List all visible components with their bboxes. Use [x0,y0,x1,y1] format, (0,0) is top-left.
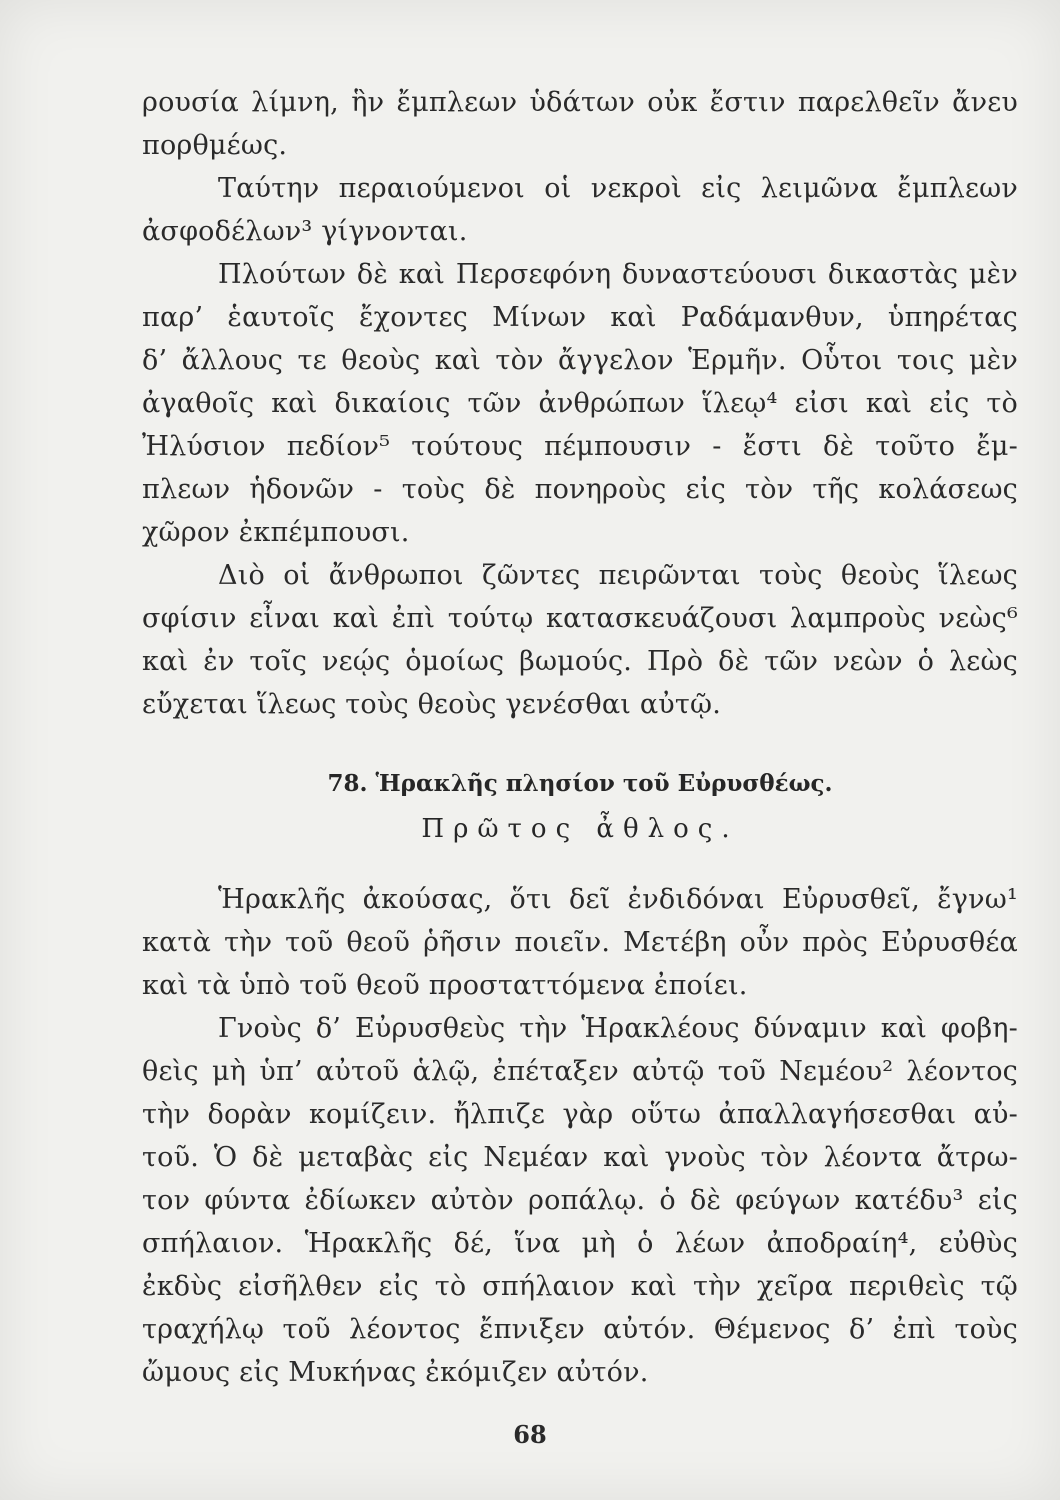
text-line: ἐκδὺς εἰσῆλθεν εἰς τὸ σπήλαιον καὶ τὴν χεῖρα περιθεὶς τῷ [142,1271,1018,1302]
text-line: παρ’ ἑαυτοῖς ἔχοντες Μίνων καὶ Ραδάμανθυν, ὑπηρέτας [142,302,1018,333]
text-block-upper [142,86,1018,722]
page-number: 68 [513,1420,547,1449]
text-line: τον φύντα ἐδίωκεν αὐτὸν ροπάλῳ. ὁ δὲ φεύγων κατέδυ³ εἰς [142,1185,1018,1216]
text-line: χῶρον ἐκπέμπουσι. [142,517,410,548]
text-line: σπήλαιον. Ἡρακλῆς δέ, ἵνα μὴ ὁ λέων ἀποδραίη⁴, εὐθὺς [142,1228,1018,1259]
text-line: ἀσφοδέλων³ γίγνονται. [142,216,468,247]
text-line: Ἡρακλῆς ἀκούσας, ὅτι δεῖ ἐνδιδόναι Εὐρυσθεῖ, ἔγνω¹ [218,884,1018,915]
text-line: θεὶς μὴ ὑπ’ αὐτοῦ ἁλῷ, ἐπέταξεν αὐτῷ τοῦ Νεμέου² λέοντος [142,1056,1018,1087]
text-line: δ’ ἄλλους τε θεοὺς καὶ τὸν ἄγγελον Ἑρμῆν. Οὗτοι τοις μὲν [142,345,1018,376]
text-line: καὶ ἐν τοῖς νεῴς ὁμοίως βωμούς. Πρὸ δὲ τῶν νεὼν ὁ λεὼς [142,646,1018,677]
text-line: Ταύτην περαιούμενοι οἱ νεκροὶ εἰς λειμῶνα ἔμπλεων [218,173,1018,204]
text-line: ὤμους εἰς Μυκήνας ἐκόμιζεν αὐτόν. [142,1357,649,1388]
text-line: Πλούτων δὲ καὶ Περσεφόνη δυναστεύουσι δικαστὰς μὲν [218,259,1018,290]
text-line: ρουσία λίμνη, ἣν ἔμπλεων ὑδάτων οὐκ ἔστιν παρελθεῖν ἄνευ [142,87,1018,118]
text-line: τὴν δορὰν κομίζειν. ἤλπιζε γὰρ οὕτω ἀπαλλαγήσεσθαι αὐ- [142,1099,1018,1130]
text-line: πλεων ἡδονῶν - τοὺς δὲ πονηροὺς εἰς τὸν τῆς κολάσεως [142,474,1018,505]
section-subheading: Πρῶτος ἆθλος. [421,814,739,844]
text-line: Διὸ οἱ ἄνθρωποι ζῶντες πειρῶνται τοὺς θεοὺς ἵλεως [218,560,1018,591]
text-line: εὔχεται ἵλεως τοὺς θεοὺς γενέσθαι αὐτῷ. [142,689,722,720]
text-block-lower [142,883,1018,1390]
text-line: κατὰ τὴν τοῦ θεοῦ ῥῆσιν ποιεῖν. Μετέβη οὖν πρὸς Εὐρυσθέα [142,927,1018,958]
text-line: ἀγαθοῖς καὶ δικαίοις τῶν ἀνθρώπων ἵλεῳ⁴ εἰσι καὶ εἰς τὸ [142,388,1018,419]
section-heading: 78. Ἡρακλῆς πλησίον τοῦ Εὐρυσθέως. [327,770,833,797]
text-line: πορθμέως. [142,130,288,161]
text-line: τραχήλῳ τοῦ λέοντος ἔπνιξεν αὐτόν. Θέμενος δ’ ἐπὶ τοὺς [142,1314,1018,1345]
text-line: σφίσιν εἶναι καὶ ἐπὶ τούτῳ κατασκευάζουσι λαμπροὺς νεὼς⁶ [142,603,1018,634]
text-line: Γνοὺς δ’ Εὐρυσθεὺς τὴν Ἡρακλέους δύναμιν καὶ φοβη- [218,1013,1018,1044]
text-line: τοῦ. Ὁ δὲ μεταβὰς εἰς Νεμέαν καὶ γνοὺς τὸν λέοντα ἄτρω- [142,1142,1018,1173]
text-line: Ἠλύσιον πεδίον⁵ τούτους πέμπουσιν - ἔστι δὲ τοῦτο ἔμ- [142,431,1018,462]
text-line: καὶ τὰ ὑπὸ τοῦ θεοῦ προσταττόμενα ἐποίει. [142,970,748,1001]
